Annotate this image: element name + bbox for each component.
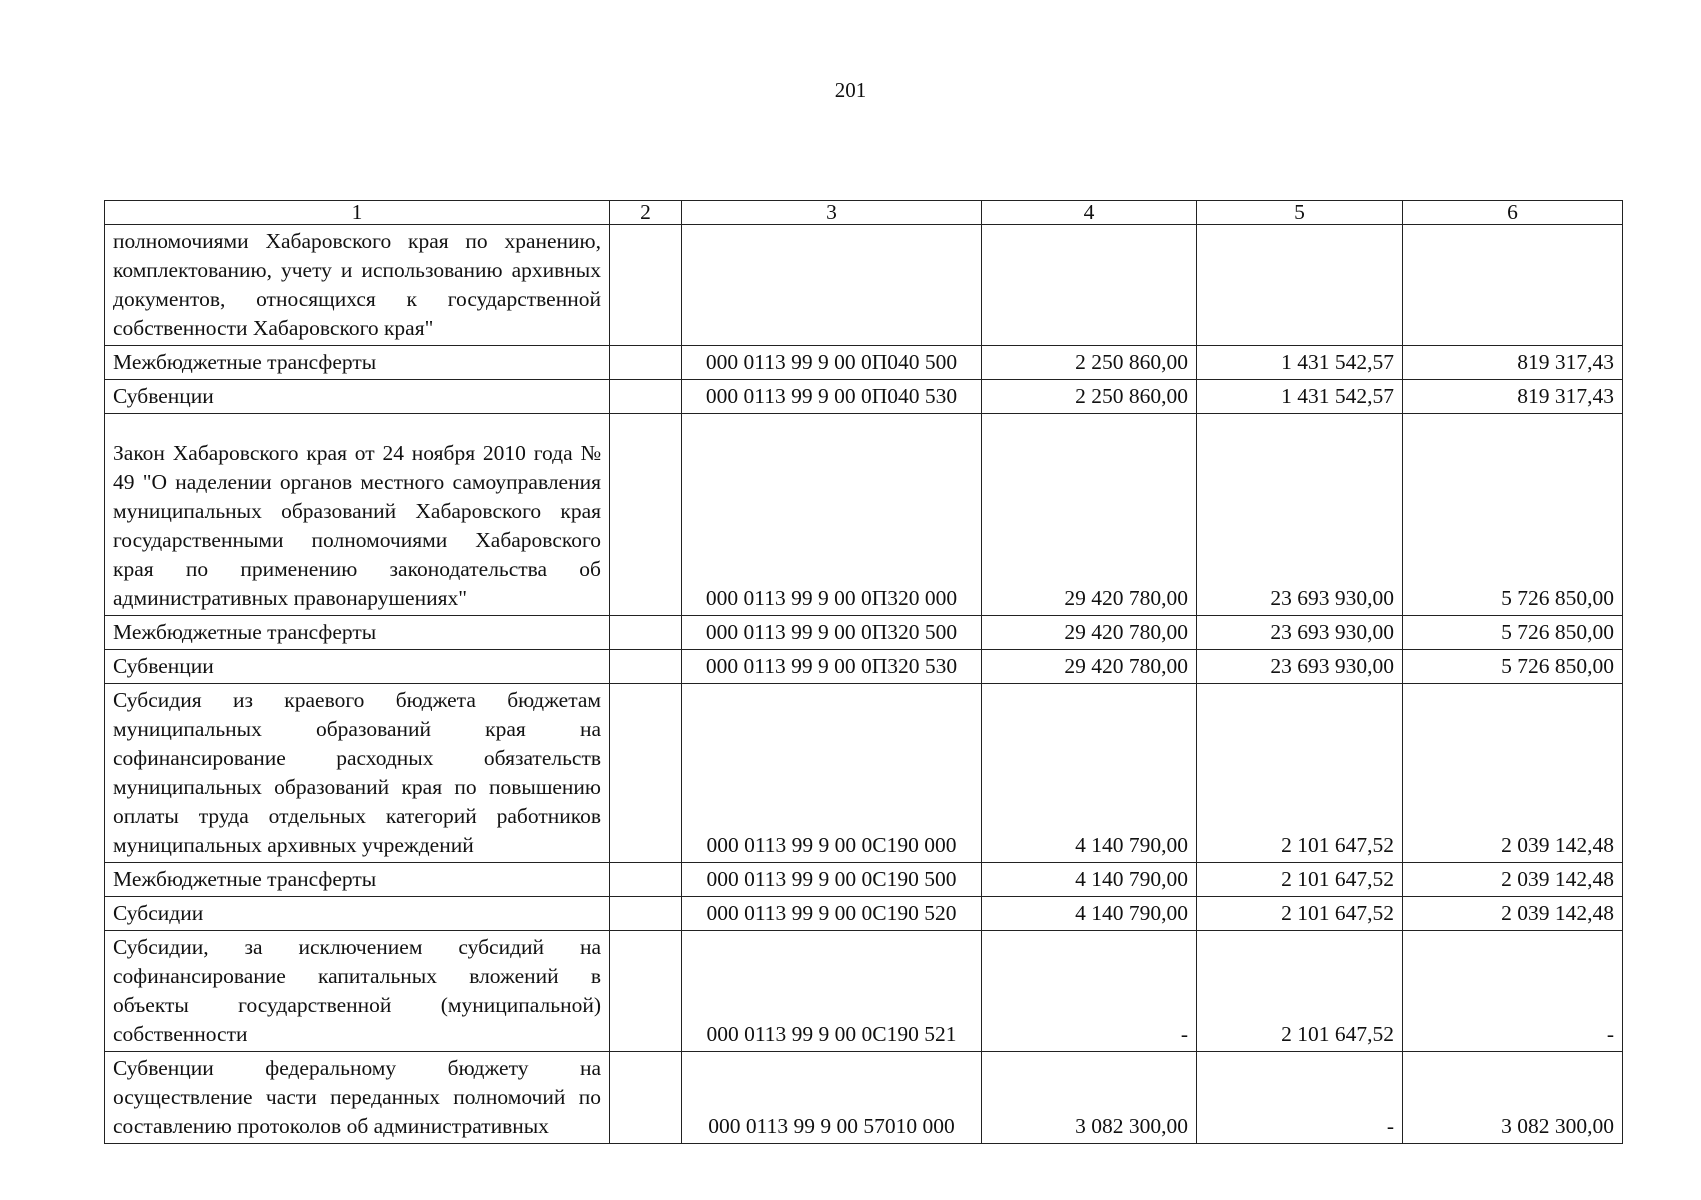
row-description: Субсидии, за исключением субсидий на софинансирование капитальных вложений в объекты государственной (муниципальной) собственности <box>105 931 610 1052</box>
row-value-4: - <box>982 931 1197 1052</box>
row-value-4: 4 140 790,00 <box>982 863 1197 897</box>
table-row <box>105 931 1623 1052</box>
table-row <box>105 1052 1623 1144</box>
row-value-4: 2 250 860,00 <box>982 380 1197 414</box>
row-code: 000 0113 99 9 00 0С190 000 <box>682 684 982 863</box>
row-value-4: 29 420 780,00 <box>982 650 1197 684</box>
row-value-4: 3 082 300,00 <box>982 1052 1197 1144</box>
row-description: Субвенции <box>105 650 610 684</box>
row-value-6: 2 039 142,48 <box>1403 897 1623 931</box>
row-code: 000 0113 99 9 00 0С190 500 <box>682 863 982 897</box>
row-code: 000 0113 99 9 00 57010 000 <box>682 1052 982 1144</box>
column-number-header <box>105 201 1623 225</box>
row-col2 <box>610 225 682 346</box>
row-description: Субвенции <box>105 380 610 414</box>
row-value-6: - <box>1403 931 1623 1052</box>
row-value-6: 3 082 300,00 <box>1403 1052 1623 1144</box>
row-code: 000 0113 99 9 00 0С190 520 <box>682 897 982 931</box>
page-number: 201 <box>834 78 867 102</box>
table-row <box>105 414 1623 616</box>
row-code: 000 0113 99 9 00 0С190 521 <box>682 931 982 1052</box>
column-header-3: 3 <box>682 201 982 225</box>
row-value-6: 5 726 850,00 <box>1403 650 1623 684</box>
table-row <box>105 650 1623 684</box>
row-value-6: 2 039 142,48 <box>1403 863 1623 897</box>
row-value-5: - <box>1197 1052 1403 1144</box>
row-col2 <box>610 931 682 1052</box>
table-row <box>105 380 1623 414</box>
column-header-6: 6 <box>1403 201 1623 225</box>
row-code: 000 0113 99 9 00 0П040 500 <box>682 346 982 380</box>
row-code: 000 0113 99 9 00 0П040 530 <box>682 380 982 414</box>
row-value-5: 23 693 930,00 <box>1197 414 1403 616</box>
row-col2 <box>610 684 682 863</box>
row-value-6 <box>1403 225 1623 346</box>
table-row <box>105 225 1623 346</box>
row-code: 000 0113 99 9 00 0П320 000 <box>682 414 982 616</box>
row-col2 <box>610 1052 682 1144</box>
column-header-4: 4 <box>982 201 1197 225</box>
row-value-5: 23 693 930,00 <box>1197 616 1403 650</box>
row-code: 000 0113 99 9 00 0П320 530 <box>682 650 982 684</box>
row-value-6: 819 317,43 <box>1403 380 1623 414</box>
row-value-4: 4 140 790,00 <box>982 684 1197 863</box>
row-value-5: 23 693 930,00 <box>1197 650 1403 684</box>
budget-table <box>104 200 1623 1144</box>
row-description: полномочиями Хабаровского края по хранению, комплектованию, учету и использованию архивных документов, относящихся к государственной собственности Хабаровского края" <box>105 225 610 346</box>
row-value-4: 2 250 860,00 <box>982 346 1197 380</box>
row-col2 <box>610 897 682 931</box>
row-description: Закон Хабаровского края от 24 ноября 2010 года № 49 "О наделении органов местного самоуправления муниципальных образований Хабаровского края государственными полномочиями Хабаровского края по применению законодательства об административных правонарушениях" <box>105 414 610 616</box>
row-value-6: 2 039 142,48 <box>1403 684 1623 863</box>
table-row <box>105 863 1623 897</box>
row-code: 000 0113 99 9 00 0П320 500 <box>682 616 982 650</box>
column-header-1: 1 <box>105 201 610 225</box>
row-description: Межбюджетные трансферты <box>105 616 610 650</box>
row-value-5: 1 431 542,57 <box>1197 346 1403 380</box>
table-row <box>105 897 1623 931</box>
row-col2 <box>610 346 682 380</box>
table-row <box>105 346 1623 380</box>
column-header-5: 5 <box>1197 201 1403 225</box>
table-row <box>105 616 1623 650</box>
row-value-5: 2 101 647,52 <box>1197 931 1403 1052</box>
row-description: Субвенции федеральному бюджету на осуществление части переданных полномочий по составлению протоколов об административных <box>105 1052 610 1144</box>
row-value-5: 2 101 647,52 <box>1197 863 1403 897</box>
row-value-4 <box>982 225 1197 346</box>
row-description: Субсидия из краевого бюджета бюджетам муниципальных образований края на софинансирование расходных обязательств муниципальных образований края по повышению оплаты труда отдельных категорий работников муниципальных архивных учреждений <box>105 684 610 863</box>
row-value-6: 5 726 850,00 <box>1403 616 1623 650</box>
row-value-5 <box>1197 225 1403 346</box>
row-description: Субсидии <box>105 897 610 931</box>
row-description: Межбюджетные трансферты <box>105 346 610 380</box>
row-value-4: 4 140 790,00 <box>982 897 1197 931</box>
row-value-4: 29 420 780,00 <box>982 414 1197 616</box>
row-col2 <box>610 616 682 650</box>
row-value-5: 1 431 542,57 <box>1197 380 1403 414</box>
column-header-2: 2 <box>610 201 682 225</box>
row-value-5: 2 101 647,52 <box>1197 897 1403 931</box>
table-row <box>105 684 1623 863</box>
row-col2 <box>610 650 682 684</box>
row-col2 <box>610 380 682 414</box>
row-col2 <box>610 863 682 897</box>
row-value-6: 5 726 850,00 <box>1403 414 1623 616</box>
row-description: Межбюджетные трансферты <box>105 863 610 897</box>
row-value-5: 2 101 647,52 <box>1197 684 1403 863</box>
row-code <box>682 225 982 346</box>
row-value-4: 29 420 780,00 <box>982 616 1197 650</box>
row-value-6: 819 317,43 <box>1403 346 1623 380</box>
row-col2 <box>610 414 682 616</box>
